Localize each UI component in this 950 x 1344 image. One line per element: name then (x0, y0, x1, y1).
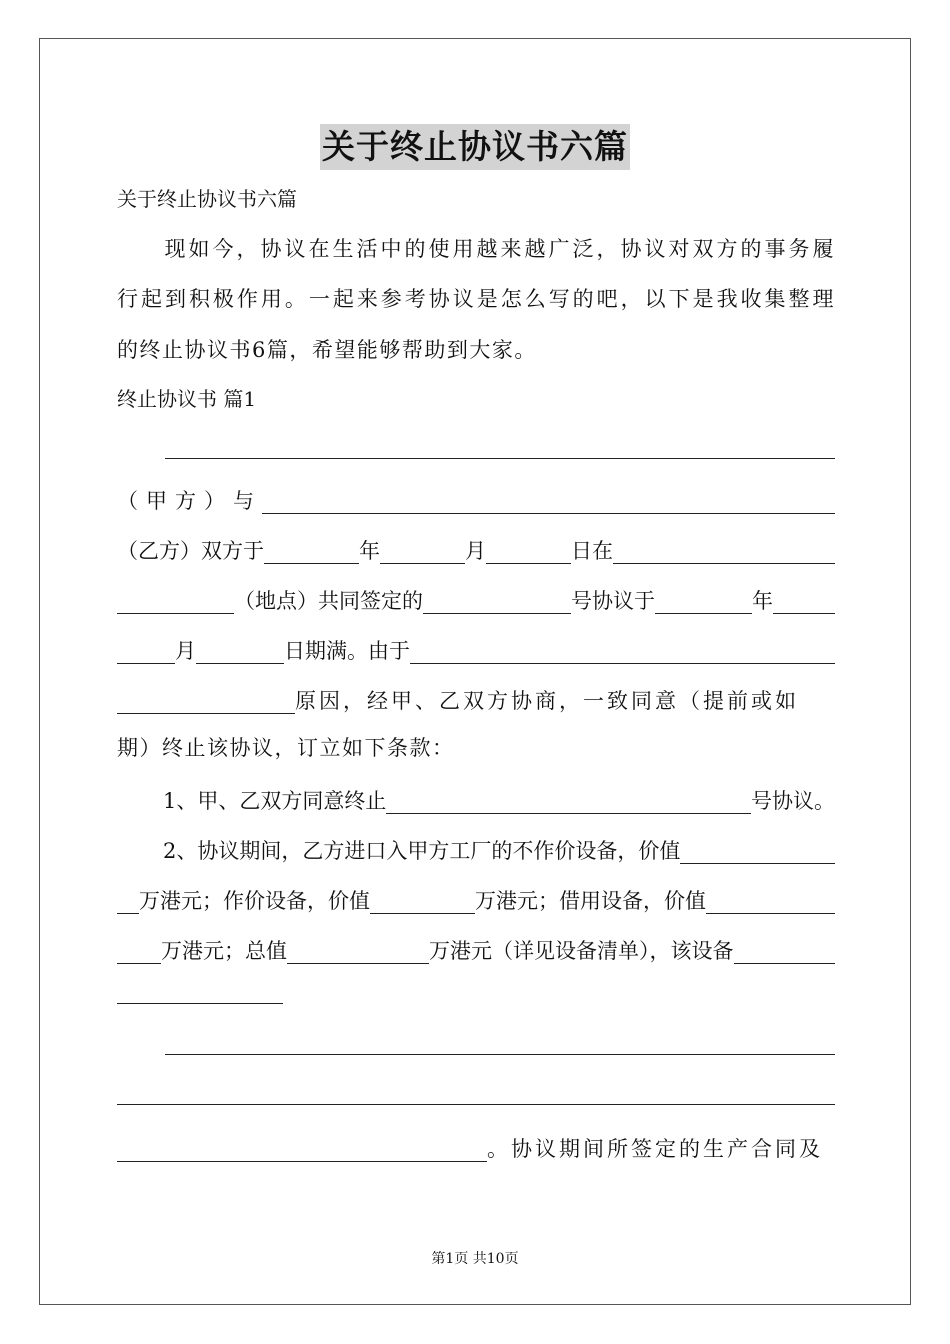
borrowed-equipment-blank-b[interactable] (117, 941, 161, 964)
month-label: 月 (465, 539, 486, 563)
day-blank[interactable] (486, 541, 571, 564)
clause-2-row-3 (117, 934, 835, 964)
expire-label: 日期满。由于 (284, 639, 410, 663)
place-row (117, 584, 835, 614)
month2-blank-a[interactable] (773, 591, 835, 614)
reason-blank-b[interactable] (117, 691, 295, 714)
intro-line-3: 的终止协议书6篇，希望能够帮助到大家。 (117, 338, 537, 362)
clause-2-value-blank-a[interactable] (680, 841, 835, 864)
month-blank[interactable] (380, 541, 465, 564)
borrowed-equipment-blank-a[interactable] (706, 891, 835, 914)
page-footer: 第1页 共10页 (431, 1251, 519, 1267)
place-blank[interactable] (613, 541, 835, 564)
equipment-blank-a[interactable] (734, 941, 836, 964)
equipment-blank-b[interactable] (117, 1003, 283, 1004)
clause-2-row-1 (163, 834, 835, 864)
year2-label: 年 (752, 589, 773, 613)
clause-2-text-3a: 万港元；总值 (161, 939, 287, 963)
agreement-number-blank[interactable] (423, 591, 571, 614)
clause-2-text-3b: 万港元（详见设备清单），该设备 (429, 939, 734, 963)
party-a-row (117, 484, 835, 514)
expire-row (117, 634, 835, 664)
clause-1-suffix: 号协议。 (751, 789, 835, 813)
year-blank[interactable] (264, 541, 359, 564)
place-blank-2[interactable] (117, 591, 234, 614)
document-title-text: 关于终止协议书六篇 (320, 124, 630, 170)
month2-label: 月 (175, 639, 196, 663)
closing-text: 。协议期间所签定的生产合同及 (487, 1137, 823, 1161)
day2-blank[interactable] (196, 641, 284, 664)
clause-1-prefix: 1、甲、乙双方同意终止 (163, 789, 387, 813)
intro-line-2: 行起到积极作用。一起来参考协议是怎么写的吧，以下是我收集整理 (117, 287, 835, 311)
terminate-line: 期）终止该协议，订立如下条款： (117, 736, 455, 760)
subtitle: 关于终止协议书六篇 (117, 187, 297, 211)
year2-blank[interactable] (655, 591, 752, 614)
reason-row (117, 684, 835, 714)
reason-blank-a[interactable] (410, 641, 835, 664)
month2-blank-b[interactable] (117, 641, 175, 664)
clause-1-blank[interactable] (386, 791, 751, 814)
section-heading: 终止协议书 篇1 (117, 387, 257, 411)
clause-2-text-2a: 万港元；作价设备，价值 (139, 889, 370, 913)
party-b-label: （乙方）双方于 (117, 539, 264, 563)
reason-label: 原因，经甲、乙双方协商，一致同意（提前或如 (295, 689, 799, 713)
blank-line (165, 458, 835, 459)
clause-2-text-2b: 万港元；借用设备，价值 (475, 889, 706, 913)
document-title (0, 124, 950, 170)
intro-line-1 (117, 235, 835, 263)
blank-line-3[interactable] (117, 1104, 835, 1105)
intro-text-1: 现如今，协议在生活中的使用越来越广泛，协议对双方的事务履 (163, 237, 835, 261)
party-a-blank[interactable] (262, 491, 835, 514)
clause-2-value-blank-b[interactable] (117, 891, 139, 914)
clause-1-row (163, 784, 835, 814)
party-a-label: （甲方）与 (117, 489, 262, 513)
priced-equipment-blank[interactable] (370, 891, 475, 914)
agreement-no-label: 号协议于 (571, 589, 655, 613)
closing-blank[interactable] (117, 1139, 487, 1162)
closing-row (117, 1132, 835, 1162)
party-b-row (117, 534, 835, 564)
place-signed-label: （地点）共同签定的 (234, 589, 423, 613)
blank-line-2[interactable] (165, 1054, 835, 1055)
day-at-label: 日在 (571, 539, 613, 563)
year-label: 年 (359, 539, 380, 563)
total-value-blank[interactable] (287, 941, 429, 964)
clause-2-text-1: 2、协议期间，乙方进口入甲方工厂的不作价设备，价值 (163, 839, 681, 863)
clause-2-row-2 (117, 884, 835, 914)
page-border (39, 38, 911, 1305)
